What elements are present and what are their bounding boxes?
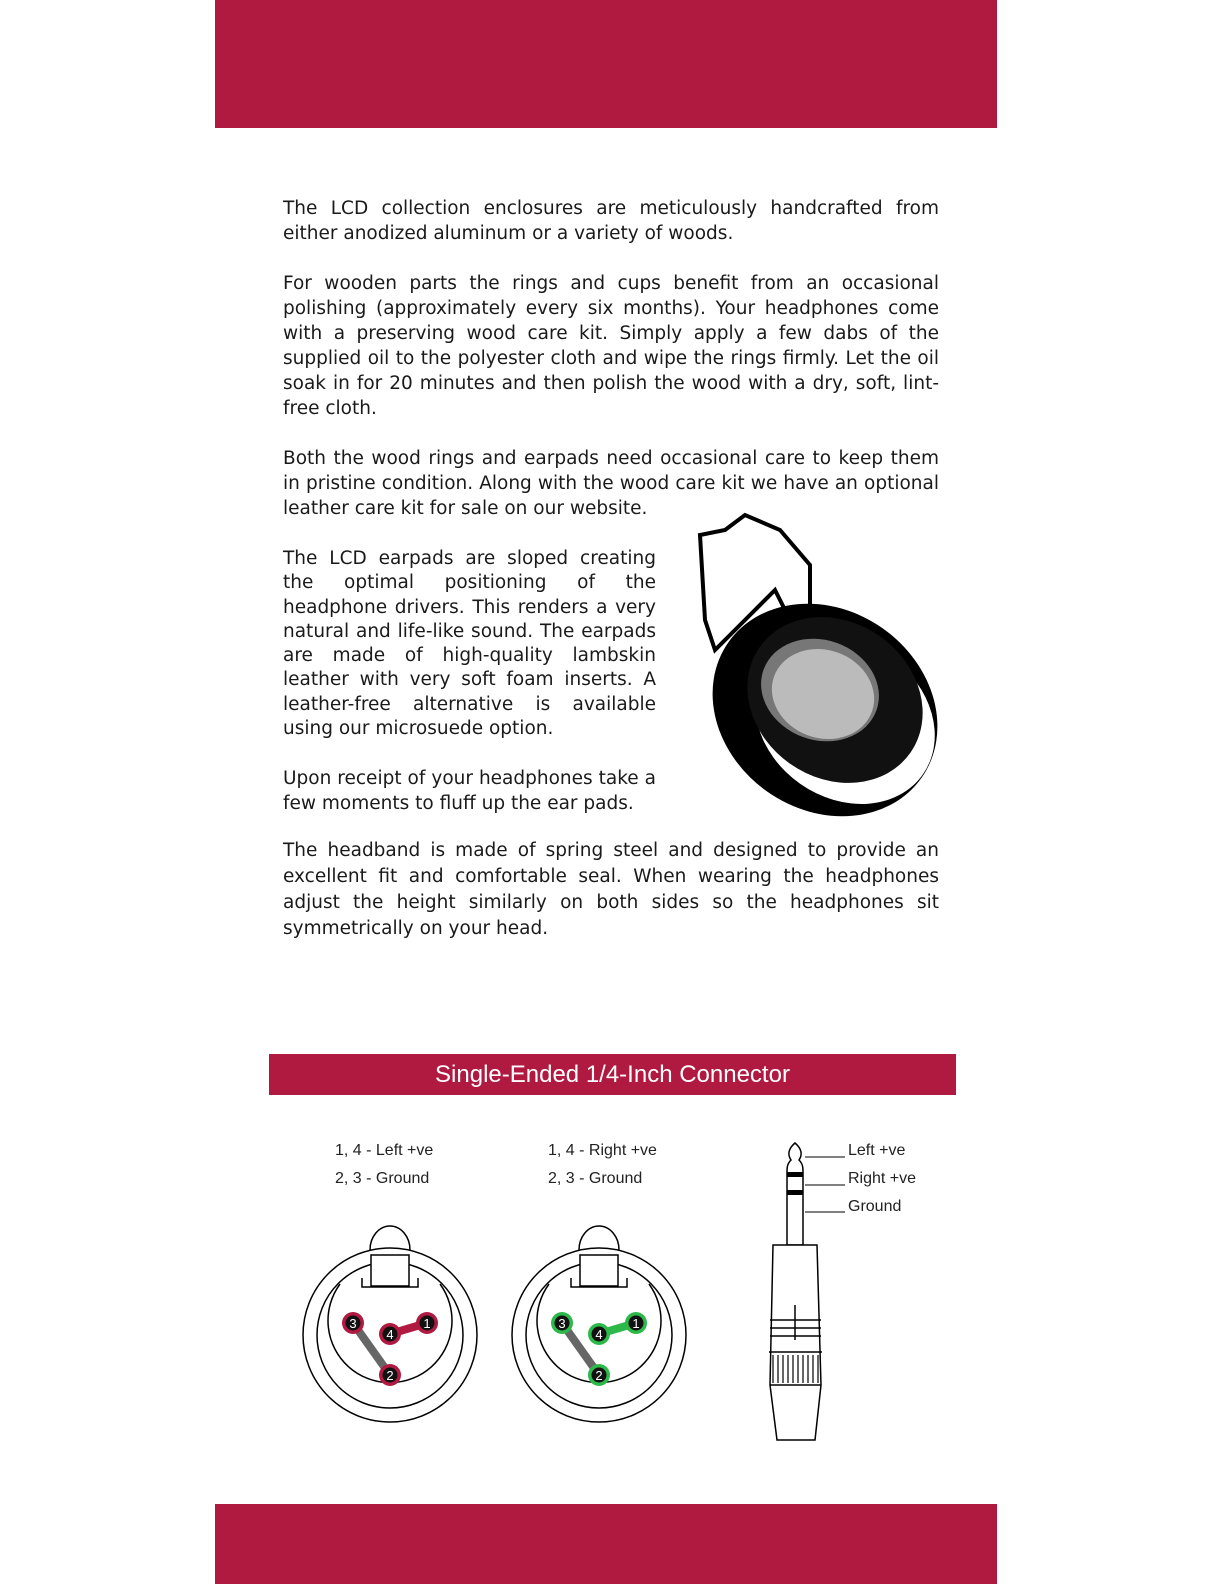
jack-sleeve-label: Ground (848, 1198, 902, 1215)
right-xlr-label-2: 2, 3 - Ground (548, 1170, 643, 1187)
footer-bar (215, 1504, 997, 1584)
xlr-left-diagram (300, 1215, 480, 1425)
pin-label: 3 (349, 1316, 357, 1331)
paragraph-earpads: The LCD earpads are sloped creating the optimal positioning of the headphone drivers. This renders a very natural and life-like sound. The earpads are made of high-quality lambskin leather with very soft foam inserts. A leather-free alternative is available using our microsuede option. (283, 548, 656, 740)
pin-1 (416, 1312, 438, 1334)
quarter-inch-jack-diagram (765, 1140, 855, 1445)
header-bar (215, 0, 997, 128)
right-xlr-label-1: 1, 4 - Right +ve (548, 1142, 657, 1159)
paragraph-fluff: Upon receipt of your headphones take a few moments to fluff up the ear pads. (283, 768, 656, 814)
pin-label: 1 (423, 1316, 431, 1331)
pin-label: 2 (595, 1368, 603, 1383)
paragraph-care-kits: Both the wood rings and earpads need occasional care to keep them in pristine condition. Along with the wood care kit we have an optional leather care kit for sale on our website. (283, 448, 939, 519)
pin-label: 4 (386, 1327, 394, 1342)
pin-2 (379, 1364, 401, 1386)
jack-ring-label: Right +ve (848, 1170, 917, 1187)
pin-4 (379, 1323, 401, 1345)
paragraph-wood-care: For wooden parts the rings and cups benefit from an occasional polishing (approximately every six months). Your headphones come with a preserving wood care kit. Simply apply a few dabs of the supplied oil to the polyester cloth and wipe the rings firmly. Let the oil soak in for 20 minutes and then polish the wood with a dry, soft, lint-free cloth. (283, 273, 939, 419)
pin-label: 2 (386, 1368, 394, 1383)
earpad-illustration (685, 510, 945, 820)
paragraph-enclosures: The LCD collection enclosures are meticulously handcrafted from either anodized aluminum or a variety of woods. (283, 198, 939, 244)
pin-label: 1 (632, 1316, 640, 1331)
pin-label: 4 (595, 1327, 603, 1342)
pin-3 (342, 1312, 364, 1334)
pin-3 (551, 1312, 573, 1334)
paragraph-headband: The headband is made of spring steel and designed to provide an excellent fit and comfortable seal. When wearing the headphones adjust the height similarly on both sides so the headphones sit symmetrically on your head. (283, 840, 939, 939)
connector-section-title: Single-Ended 1/4-Inch Connector (269, 1054, 956, 1095)
pin-4 (588, 1323, 610, 1345)
jack-tip-label: Left +ve (848, 1142, 906, 1159)
left-xlr-label-1: 1, 4 - Left +ve (335, 1142, 434, 1159)
pin-1 (625, 1312, 647, 1334)
pin-2 (588, 1364, 610, 1386)
xlr-right-diagram (509, 1215, 689, 1425)
left-xlr-label-2: 2, 3 - Ground (335, 1170, 430, 1187)
pin-label: 3 (558, 1316, 566, 1331)
